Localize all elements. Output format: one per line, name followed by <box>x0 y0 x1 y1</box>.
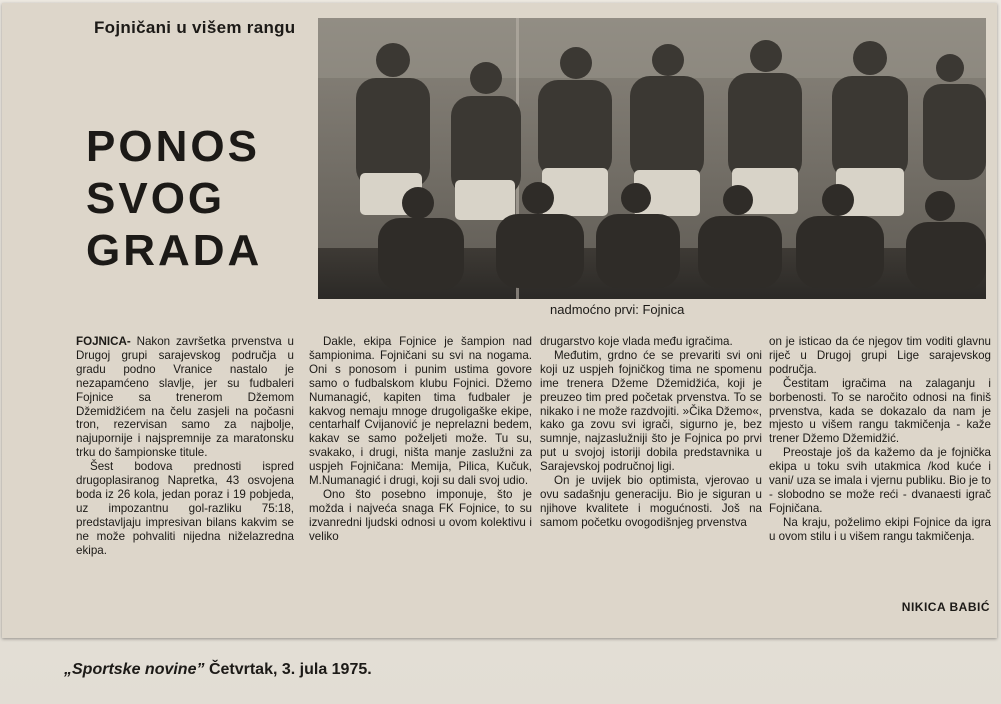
paragraph: Međutim, grdno će se prevariti svi oni koji uz uspjeh fojničkog tima ne spomenu ime trenera Džeme Džemidžića, koji je preuzeo tim pred početak prvenstva. To se nikako i ne može razdvojiti. »Čika Džemo«, kako ga zovu svi igrači, sigurno je, bez sumnje, najzaslužniji što je Fojnica po prvi put u svojoj istoriji dobila predstavnika u Sarajevskoj područnoj ligi. <box>540 348 762 474</box>
headline-line: GRADA <box>86 226 263 275</box>
publication-date: Četvrtak, 3. jula 1975. <box>208 661 372 678</box>
article-column-4 <box>769 335 991 544</box>
article-column-1 <box>76 335 294 558</box>
paragraph: Čestitam igračima na zalaganju i borbenosti. To se naročito odnosi na finiš prvenstva, kada se dokazalo da nam je mjesto u višem rangu takmičenja - kaže trener Džemo Džemidžić. <box>769 376 991 446</box>
byline: NIKICA BABIĆ <box>901 600 990 614</box>
paragraph <box>76 335 294 460</box>
publication-name: „Sportske novine” <box>64 661 205 678</box>
article-column-3 <box>540 335 762 530</box>
dateline: FOJNICA- <box>76 335 131 348</box>
headline <box>86 121 316 277</box>
team-photo-image <box>318 18 986 299</box>
paragraph: Ono što posebno imponuje, što je možda i najveća snaga FK Fojnice, to su izvanredni ljudski odnosi u ovom kolektivu i veliko <box>309 487 532 543</box>
paragraph: Preostaje još da kažemo da je fojnička ekipa u toku svih utakmica /kod kuće i vani/ uza se imala i vjernu publiku. Bio je to - slobodno se može reći - dvanaesti igrač Fojničana. <box>769 446 991 515</box>
newspaper-clipping <box>2 3 997 638</box>
paragraph: Šest bodova prednosti ispred drugoplasiranog Napretka, 43 osvojena boda iz 26 kola, jedan poraz i 19 pobjeda, uz impozantnu gol-razliku 75:18, predstavljaju impresivan bilans kakvim se ne može pohvaliti nijedna niželazredna ekipa. <box>76 460 294 557</box>
photo-caption: nadmoćno prvi: Fojnica <box>550 302 685 317</box>
article-column-2 <box>309 335 532 544</box>
kicker: Fojničani u višem rangu <box>94 18 296 37</box>
paragraph: drugarstvo koje vlada među igračima. <box>540 335 733 348</box>
paragraph: On je uvijek bio optimista, vjerovao u ovu sadašnju generaciju. Bio je siguran u njihove kvalitete i mogućnosti. Još na samom početku ovogodišnjeg prvenstva <box>540 474 762 529</box>
team-photo <box>318 18 986 299</box>
headline-line: SVOG <box>86 174 226 223</box>
paragraph-text: Nakon završetka prvenstva u Drugoj grupi sarajevskog područja u gradu podno Vranice nastalo je nezapamćeno slavlje, jer su fudbaleri Fojnice sa trenerom Džemom Džemidžićem na čelu zasjeli na počasni tron, rezervisan samo za najbolje, najupornije i najspremnije za maratonsku trku do šampionske titule. <box>76 335 294 460</box>
paragraph: on je isticao da će njegov tim voditi glavnu riječ u Drugoj grupi Lige sarajevskog područja. <box>769 335 991 376</box>
source-note <box>64 661 664 679</box>
paragraph: Na kraju, poželimo ekipi Fojnice da igra u ovom stilu i u višem rangu takmičenja. <box>769 515 991 543</box>
paragraph: Dakle, ekipa Fojnice je šampion nad šampionima. Fojničani su svi na nogama. Oni s ponosom i punim ustima govore samo o fudbalskom klubu Fojnici. Džemo Numanagić, kapiten tima fudbaler je kakvog nemaju mnoge drugoligaške ekipe, centarhalf Cvijanović je neprelazni bedem, kakav se samo poželjeti može. Tu su, svakako, i drugi, ništa manje zaslužni za uspjeh Fojničana: Memija, Pilica, Kučuk, M.Numanagić i drugi, koji su dali svoj udio. <box>309 335 532 488</box>
headline-line: PONOS <box>86 122 260 171</box>
